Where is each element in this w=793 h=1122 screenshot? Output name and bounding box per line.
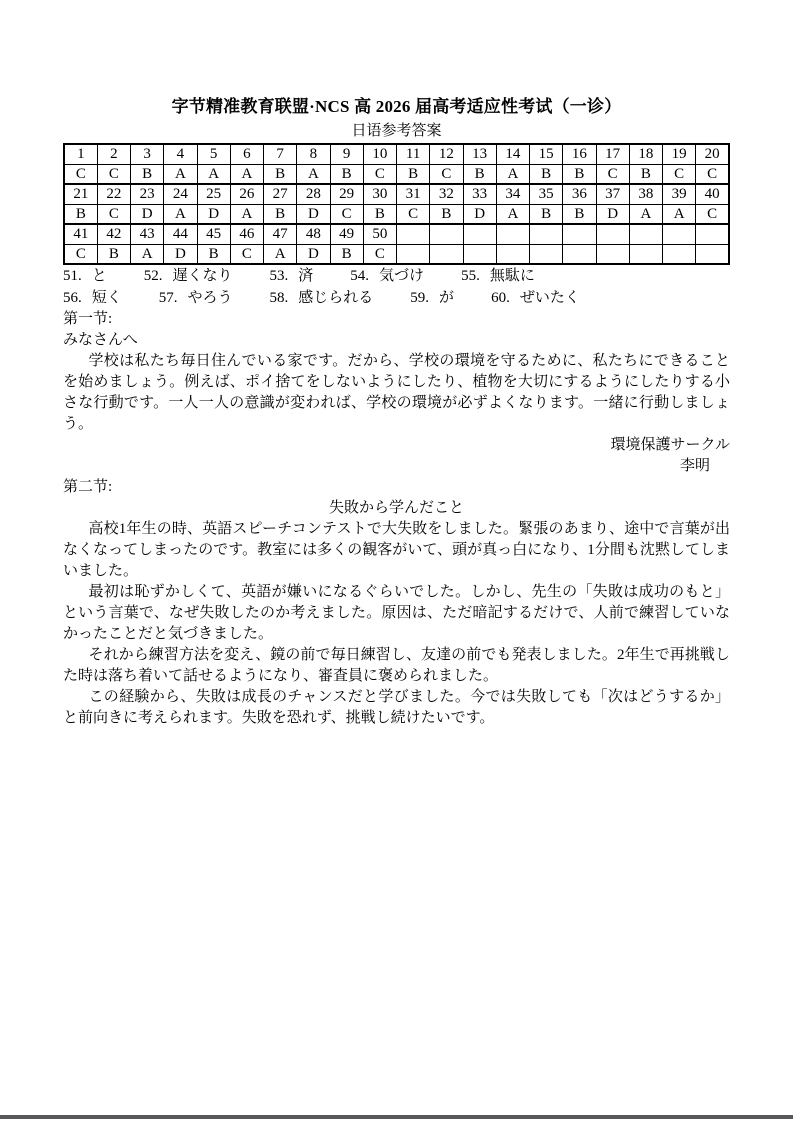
- answer-cell: A: [297, 164, 330, 184]
- answer-cell: B: [563, 204, 596, 224]
- answer-cell: B: [530, 164, 563, 184]
- answer-cell: C: [596, 164, 629, 184]
- question-number-cell: 48: [297, 224, 330, 244]
- answer-cell: C: [663, 164, 696, 184]
- question-number-cell: 6: [230, 144, 263, 164]
- question-number-cell: 26: [230, 184, 263, 204]
- answer-key-table-body: [64, 144, 729, 264]
- question-number-cell: 47: [264, 224, 297, 244]
- answer-cell: A: [131, 244, 164, 264]
- question-number-cell: 28: [297, 184, 330, 204]
- question-number-cell: 20: [696, 144, 729, 164]
- answer-cell: D: [131, 204, 164, 224]
- answer-cell: [463, 244, 496, 264]
- answer-cell: B: [330, 164, 363, 184]
- fill-answer-item: [461, 266, 535, 287]
- answer-cell: C: [397, 204, 430, 224]
- answer-cell: C: [363, 164, 396, 184]
- fill-answer-number: 58.: [269, 290, 289, 306]
- question-number-cell: [530, 224, 563, 244]
- answer-cell: B: [264, 204, 297, 224]
- answer-row: [64, 204, 729, 224]
- answer-cell: B: [330, 244, 363, 264]
- question-number-cell: 19: [663, 144, 696, 164]
- fill-answer-text: やろう: [187, 290, 233, 306]
- question-number-cell: 5: [197, 144, 230, 164]
- answer-cell: B: [97, 244, 130, 264]
- page-title: 字节精准教育联盟·NCS 高 2026 届高考适应性考试（一诊）: [171, 97, 622, 116]
- question-number-cell: 49: [330, 224, 363, 244]
- question-number-cell: 36: [563, 184, 596, 204]
- section2-label: 第二节:: [63, 479, 113, 495]
- answer-cell: D: [463, 204, 496, 224]
- fill-answer-text: と: [91, 268, 107, 284]
- answer-cell: B: [530, 204, 563, 224]
- fill-answer-item: [63, 288, 122, 309]
- answer-cell: C: [230, 244, 263, 264]
- fill-answer-item: [350, 266, 424, 287]
- answer-cell: C: [64, 244, 97, 264]
- question-number-cell: 31: [397, 184, 430, 204]
- fill-answer-text: 短く: [91, 290, 122, 306]
- answer-cell: C: [696, 164, 729, 184]
- answer-cell: B: [397, 164, 430, 184]
- fill-answer-item: [270, 288, 374, 309]
- essay-title: 失敗から学んだこと: [328, 500, 464, 516]
- question-number-cell: 39: [663, 184, 696, 204]
- question-number-cell: 4: [164, 144, 197, 164]
- fill-answer-number: 59.: [410, 290, 430, 306]
- question-number-cell: 45: [197, 224, 230, 244]
- answer-key-table: [63, 143, 730, 265]
- answer-cell: C: [97, 164, 130, 184]
- question-number-cell: 13: [463, 144, 496, 164]
- essay-paragraph: 最初は恥ずかしくて、英語が嫌いになるぐらいでした。しかし、先生の「失敗は成功のもと」という言葉で、なぜ失敗したのか考えました。原因は、ただ暗記するだけで、人前で練習していなかったことだと気づきました。: [63, 584, 730, 642]
- fill-answer-line-2: [63, 288, 730, 309]
- question-number-cell: 23: [131, 184, 164, 204]
- fill-answer-text: ぜいたく: [519, 290, 580, 306]
- answer-cell: [430, 244, 463, 264]
- question-number-cell: 41: [64, 224, 97, 244]
- answer-cell: B: [264, 164, 297, 184]
- answer-cell: A: [264, 244, 297, 264]
- fill-answer-item: [159, 288, 233, 309]
- letter-body: 学校は私たち毎日住んでいる家です。だから、学校の環境を守るために、私たちにできることを始めましょう。例えば、ポイ捨てをしないようにしたり、植物を大切にするようにしたりする小さな行動です。一人一人の意識が変われば、学校の環境が必ずよくなります。一緒に行動しましょう。: [63, 353, 730, 432]
- question-number-cell: 46: [230, 224, 263, 244]
- question-number-cell: 8: [297, 144, 330, 164]
- essay-paragraph: この経験から、失敗は成長のチャンスだと学びました。今では失敗しても「次はどうするか」と前向きに考えられます。失敗を恐れず、挑戦し続けたいです。: [63, 689, 730, 726]
- question-number-cell: 18: [629, 144, 662, 164]
- answer-cell: A: [663, 204, 696, 224]
- question-number-cell: 11: [397, 144, 430, 164]
- answer-cell: C: [363, 244, 396, 264]
- question-number-cell: 3: [131, 144, 164, 164]
- answer-cell: C: [64, 164, 97, 184]
- answer-cell: A: [230, 164, 263, 184]
- answer-cell: D: [596, 204, 629, 224]
- fill-answer-text: が: [439, 290, 455, 306]
- answer-cell: A: [629, 204, 662, 224]
- fill-answer-number: 55.: [461, 268, 480, 284]
- fill-answer-item: [270, 266, 314, 287]
- answer-cell: A: [496, 164, 529, 184]
- answer-cell: D: [164, 244, 197, 264]
- question-number-cell: [397, 224, 430, 244]
- question-number-cell: [596, 224, 629, 244]
- page-bottom-edge: [0, 1115, 793, 1119]
- answer-cell: C: [430, 164, 463, 184]
- question-number-cell: 17: [596, 144, 629, 164]
- answer-row: [64, 244, 729, 264]
- question-number-cell: 1: [64, 144, 97, 164]
- fill-answer-number: 60.: [491, 290, 510, 306]
- answer-cell: B: [629, 164, 662, 184]
- answer-cell: [629, 244, 662, 264]
- question-number-cell: 42: [97, 224, 130, 244]
- fill-answer-text: 遅くなり: [172, 268, 233, 284]
- letter-signature-group: 環境保護サークル: [610, 437, 730, 453]
- question-number-cell: [563, 224, 596, 244]
- question-number-cell: 10: [363, 144, 396, 164]
- fill-answer-text: 無駄に: [489, 268, 535, 284]
- essay-paragraph: それから練習方法を変え、鏡の前で毎日練習し、友達の前でも発表しました。2年生で再挑戦した時は落ち着いて話せるようになり、審査員に褒められました。: [63, 647, 730, 684]
- document-content: [63, 143, 730, 729]
- question-number-cell: 30: [363, 184, 396, 204]
- question-number-cell: 44: [164, 224, 197, 244]
- section1-label: 第一节:: [63, 311, 113, 327]
- letter-signature-name: 李明: [679, 458, 710, 474]
- question-number-cell: 29: [330, 184, 363, 204]
- question-number-row: [64, 144, 729, 164]
- question-number-cell: 43: [131, 224, 164, 244]
- answer-cell: D: [297, 204, 330, 224]
- question-number-cell: 35: [530, 184, 563, 204]
- question-number-cell: 33: [463, 184, 496, 204]
- answer-cell: [696, 244, 729, 264]
- answer-cell: D: [197, 204, 230, 224]
- fill-answer-number: 53.: [269, 268, 289, 284]
- question-number-cell: 14: [496, 144, 529, 164]
- answer-cell: A: [496, 204, 529, 224]
- question-number-cell: 27: [264, 184, 297, 204]
- answer-cell: B: [131, 164, 164, 184]
- question-number-cell: 21: [64, 184, 97, 204]
- question-number-cell: 24: [164, 184, 197, 204]
- question-number-cell: 16: [563, 144, 596, 164]
- page-subtitle: 日语参考答案: [351, 123, 442, 139]
- answer-row: [64, 164, 729, 184]
- fill-answer-number: 52.: [143, 268, 163, 284]
- fill-answer-line-1: [63, 266, 730, 287]
- question-number-cell: 9: [330, 144, 363, 164]
- answer-cell: C: [696, 204, 729, 224]
- question-number-row: [64, 224, 729, 244]
- letter-salutation: みなさんへ: [63, 332, 138, 348]
- answer-cell: [496, 244, 529, 264]
- answer-cell: C: [330, 204, 363, 224]
- answer-cell: A: [230, 204, 263, 224]
- question-number-cell: [629, 224, 662, 244]
- fill-answer-item: [63, 266, 107, 287]
- fill-answer-item: [410, 288, 454, 309]
- question-number-cell: [663, 224, 696, 244]
- fill-answer-number: 57.: [158, 290, 178, 306]
- answer-cell: A: [197, 164, 230, 184]
- question-number-cell: 12: [430, 144, 463, 164]
- question-number-cell: 34: [496, 184, 529, 204]
- answer-cell: A: [164, 164, 197, 184]
- question-number-cell: [430, 224, 463, 244]
- question-number-cell: [696, 224, 729, 244]
- answer-cell: B: [363, 204, 396, 224]
- question-number-cell: 2: [97, 144, 130, 164]
- answer-cell: [663, 244, 696, 264]
- answer-cell: B: [463, 164, 496, 184]
- answer-cell: [397, 244, 430, 264]
- answer-cell: C: [97, 204, 130, 224]
- fill-answer-number: 54.: [350, 268, 370, 284]
- question-number-row: [64, 184, 729, 204]
- answer-cell: [596, 244, 629, 264]
- question-number-cell: 22: [97, 184, 130, 204]
- fill-answer-text: 済: [298, 268, 314, 284]
- question-number-cell: 15: [530, 144, 563, 164]
- essay-body: [63, 519, 730, 729]
- question-number-cell: 37: [596, 184, 629, 204]
- essay-paragraph: 高校1年生の時、英語スピーチコンテストで大失敗をしました。緊張のあまり、途中で言葉が出なくなってしまったのです。教室には多くの観客がいて、頭が真っ白になり、1分間も沈黙してしまいました。: [63, 521, 730, 579]
- fill-answer-text: 気づけ: [379, 268, 425, 284]
- fill-answer-number: 56.: [63, 290, 82, 306]
- fill-answer-number: 51.: [63, 268, 82, 284]
- question-number-cell: 7: [264, 144, 297, 164]
- answer-cell: B: [430, 204, 463, 224]
- question-number-cell: 32: [430, 184, 463, 204]
- answer-cell: [563, 244, 596, 264]
- answer-cell: B: [563, 164, 596, 184]
- answer-cell: B: [64, 204, 97, 224]
- fill-answer-item: [491, 288, 580, 309]
- question-number-cell: [463, 224, 496, 244]
- fill-answer-item: [144, 266, 233, 287]
- answer-cell: D: [297, 244, 330, 264]
- answer-cell: A: [164, 204, 197, 224]
- question-number-cell: [496, 224, 529, 244]
- question-number-cell: 38: [629, 184, 662, 204]
- question-number-cell: 25: [197, 184, 230, 204]
- answer-cell: B: [197, 244, 230, 264]
- answer-cell: [530, 244, 563, 264]
- question-number-cell: 50: [363, 224, 396, 244]
- question-number-cell: 40: [696, 184, 729, 204]
- fill-answer-text: 感じられる: [298, 290, 374, 306]
